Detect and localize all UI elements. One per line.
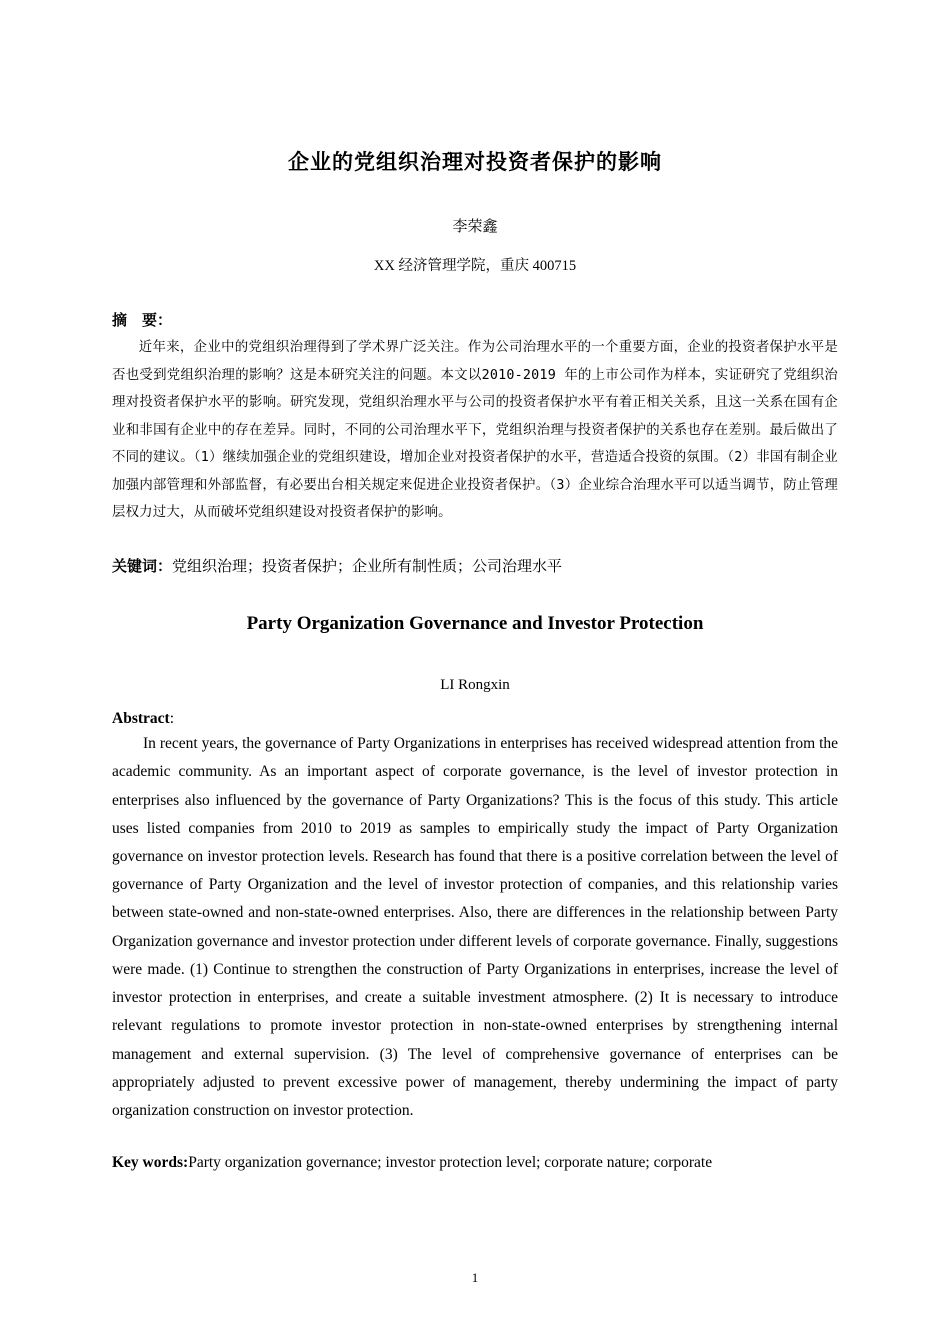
english-keywords [112,1149,838,1177]
english-abstract-text: In recent years, the governance of Party Organizations in enterprises has received widespread attention from the academic community. As an important aspect of corporate governance, is the level of investor protection in enterprises also influenced by the governance of Party Organizations? This is the focus of this study. This article uses listed companies from 2010 to 2019 as samples to empirically study the impact of Party Organization governance on investor protection levels. Research has found that there is a positive correlation between the level of governance of Party Organization and the level of investor protection of companies, and this relationship varies between state-owned and non-state-owned enterprises. Also, there are differences in the relationship between Party Organization governance and investor protection under different levels of corporate governance. Finally, suggestions were made. (1) Continue to strengthen the construction of Party Organizations in enterprises, increase the level of investor protection in enterprises, and create a suitable investment atmosphere. (2) It is necessary to introduce relevant regulations to promote investor protection in non-state-owned enterprises by strengthening internal management and external supervision. (3) The level of comprehensive governance of enterprises can be appropriately adjusted to prevent excessive power of management, thereby undermining the impact of party organization construction on investor protection. [112,735,838,1119]
english-abstract-label [112,710,838,728]
chinese-keywords [112,553,838,581]
english-author: LI Rongxin [440,677,510,694]
page-number: 1 [471,1270,479,1285]
chinese-title: 企业的党组织治理对投资者保护的影响 [288,150,662,174]
paper-content [112,148,838,1177]
english-keywords-label: Key words: [112,1154,189,1172]
chinese-author: 李荣鑫 [452,217,498,236]
chinese-abstract-label: 摘 要： [112,311,173,330]
chinese-abstract-text: 近年来，企业中的党组织治理得到了学术界广泛关注。作为公司治理水平的一个重要方面，企业的投资者保护水平是否也受到党组织治理的影响？这是本研究关注的问题。本文以2010-2019 年的上市公司作为样本，实证研究了党组织治理对投资者保护水平的影响。研究发现，党组织治理水平与公司的投资者保护水平有着正相关关系，且这一关系在国有企业和非国有企业中的存在差异。同时，不同的公司治理水平下，党组织治理与投资者保护的关系也存在差别。最后做出了不同的建议。（1）继续加强企业的党组织建设，增加企业对投资者保护的水平，营造适合投资的氛围。（2）非国有制企业加强内部管理和外部监督，有必要出台相关规定来促进企业投资者保护。（3）企业综合治理水平可以适当调节，防止管理层权力过大，从而破坏党组织建设对投资者保护的影响。 [112,340,838,521]
english-keywords-text: Party organization governance; investor protection level; corporate nature; corporate [188,1154,713,1172]
chinese-affiliation: XX 经济管理学院，重庆 400715 [373,258,577,275]
english-abstract-label-text: Abstract [112,710,170,728]
chinese-keywords-text: 党组织治理；投资者保护；企业所有制性质；公司治理水平 [172,558,563,575]
english-title: Party Organization Governance and Investor Protection [246,612,704,634]
chinese-keywords-label: 关键词： [112,556,173,575]
english-abstract-label-colon: : [169,710,174,728]
